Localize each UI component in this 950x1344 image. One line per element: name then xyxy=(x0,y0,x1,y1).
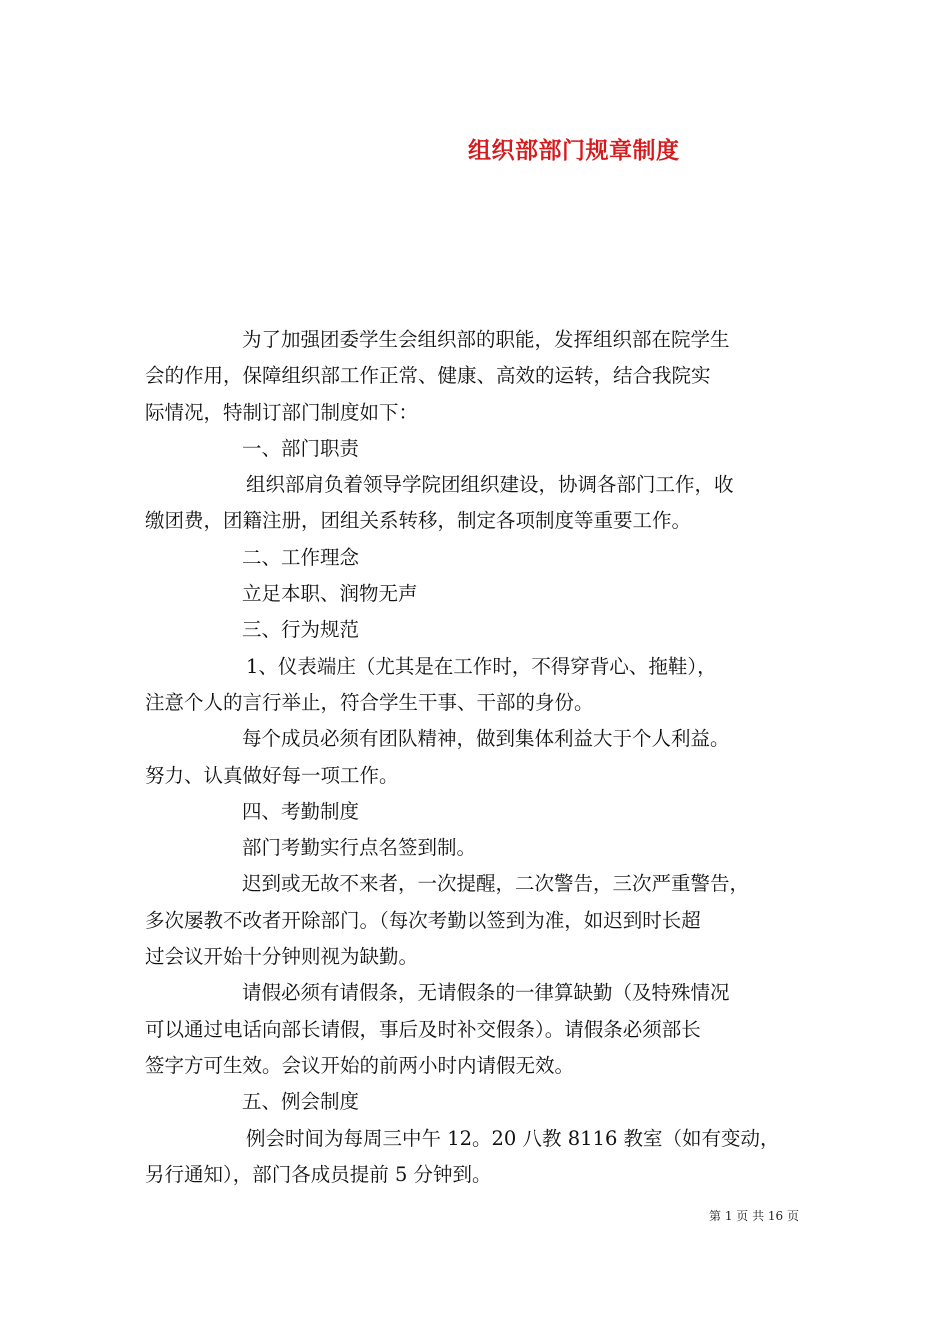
body-line: 可以通过电话向部长请假，事后及时补交假条）。请假条必须部长 xyxy=(145,1017,701,1041)
document-body xyxy=(145,322,815,1193)
document-title: 组织部部门规章制度 xyxy=(468,137,680,164)
body-line: 为了加强团委学生会组织部的职能，发挥组织部在院学生 xyxy=(242,328,730,351)
body-line: 缴团费，团籍注册，团组关系转移，制定各项制度等重要工作。 xyxy=(145,509,692,533)
page-footer: 第 1 页 共 16 页 xyxy=(709,1209,799,1223)
body-line: 际情况，特制订部门制度如下： xyxy=(145,400,419,424)
body-line: 一、部门职责 xyxy=(242,436,360,460)
body-line: 请假必须有请假条，无请假条的一律算缺勤（及特殊情况 xyxy=(242,981,730,1005)
body-line: 过会议开始十分钟则视为缺勤。 xyxy=(145,945,419,969)
body-line: 部门考勤实行点名签到制。 xyxy=(242,836,477,860)
body-line: 努力、认真做好每一项工作。 xyxy=(145,763,399,787)
body-line: 组织部肩负着领导学院团组织建设，协调各部门工作，收 xyxy=(246,473,734,497)
body-line: 1、仪表端庄（尤其是在工作时，不得穿背心、拖鞋）， xyxy=(246,654,717,678)
body-line: 多次屡教不改者开除部门。（每次考勤以签到为准，如迟到时长超 xyxy=(145,908,701,932)
body-line: 四、考勤制度 xyxy=(242,799,360,823)
body-line: 迟到或无故不来者，一次提醒，二次警告，三次严重警告， xyxy=(242,872,750,896)
body-line: 五、例会制度 xyxy=(242,1090,360,1114)
body-line: 三、行为规范 xyxy=(242,618,360,642)
body-line: 每个成员必须有团队精神，做到集体利益大于个人利益。 xyxy=(242,727,730,751)
body-line: 立足本职、润物无声 xyxy=(242,582,418,606)
body-line: 注意个人的言行举止，符合学生干事、干部的身份。 xyxy=(145,690,594,714)
body-line: 签字方可生效。会议开始的前两小时内请假无效。 xyxy=(145,1053,575,1077)
body-line: 例会时间为每周三中午 12。20 八教 8116 教室（如有变动， xyxy=(246,1126,780,1150)
body-line: 另行通知），部门各成员提前 5 分钟到。 xyxy=(145,1162,492,1186)
body-line: 二、工作理念 xyxy=(242,545,360,569)
body-line: 会的作用，保障组织部工作正常、健康、高效的运转，结合我院实 xyxy=(145,364,711,388)
